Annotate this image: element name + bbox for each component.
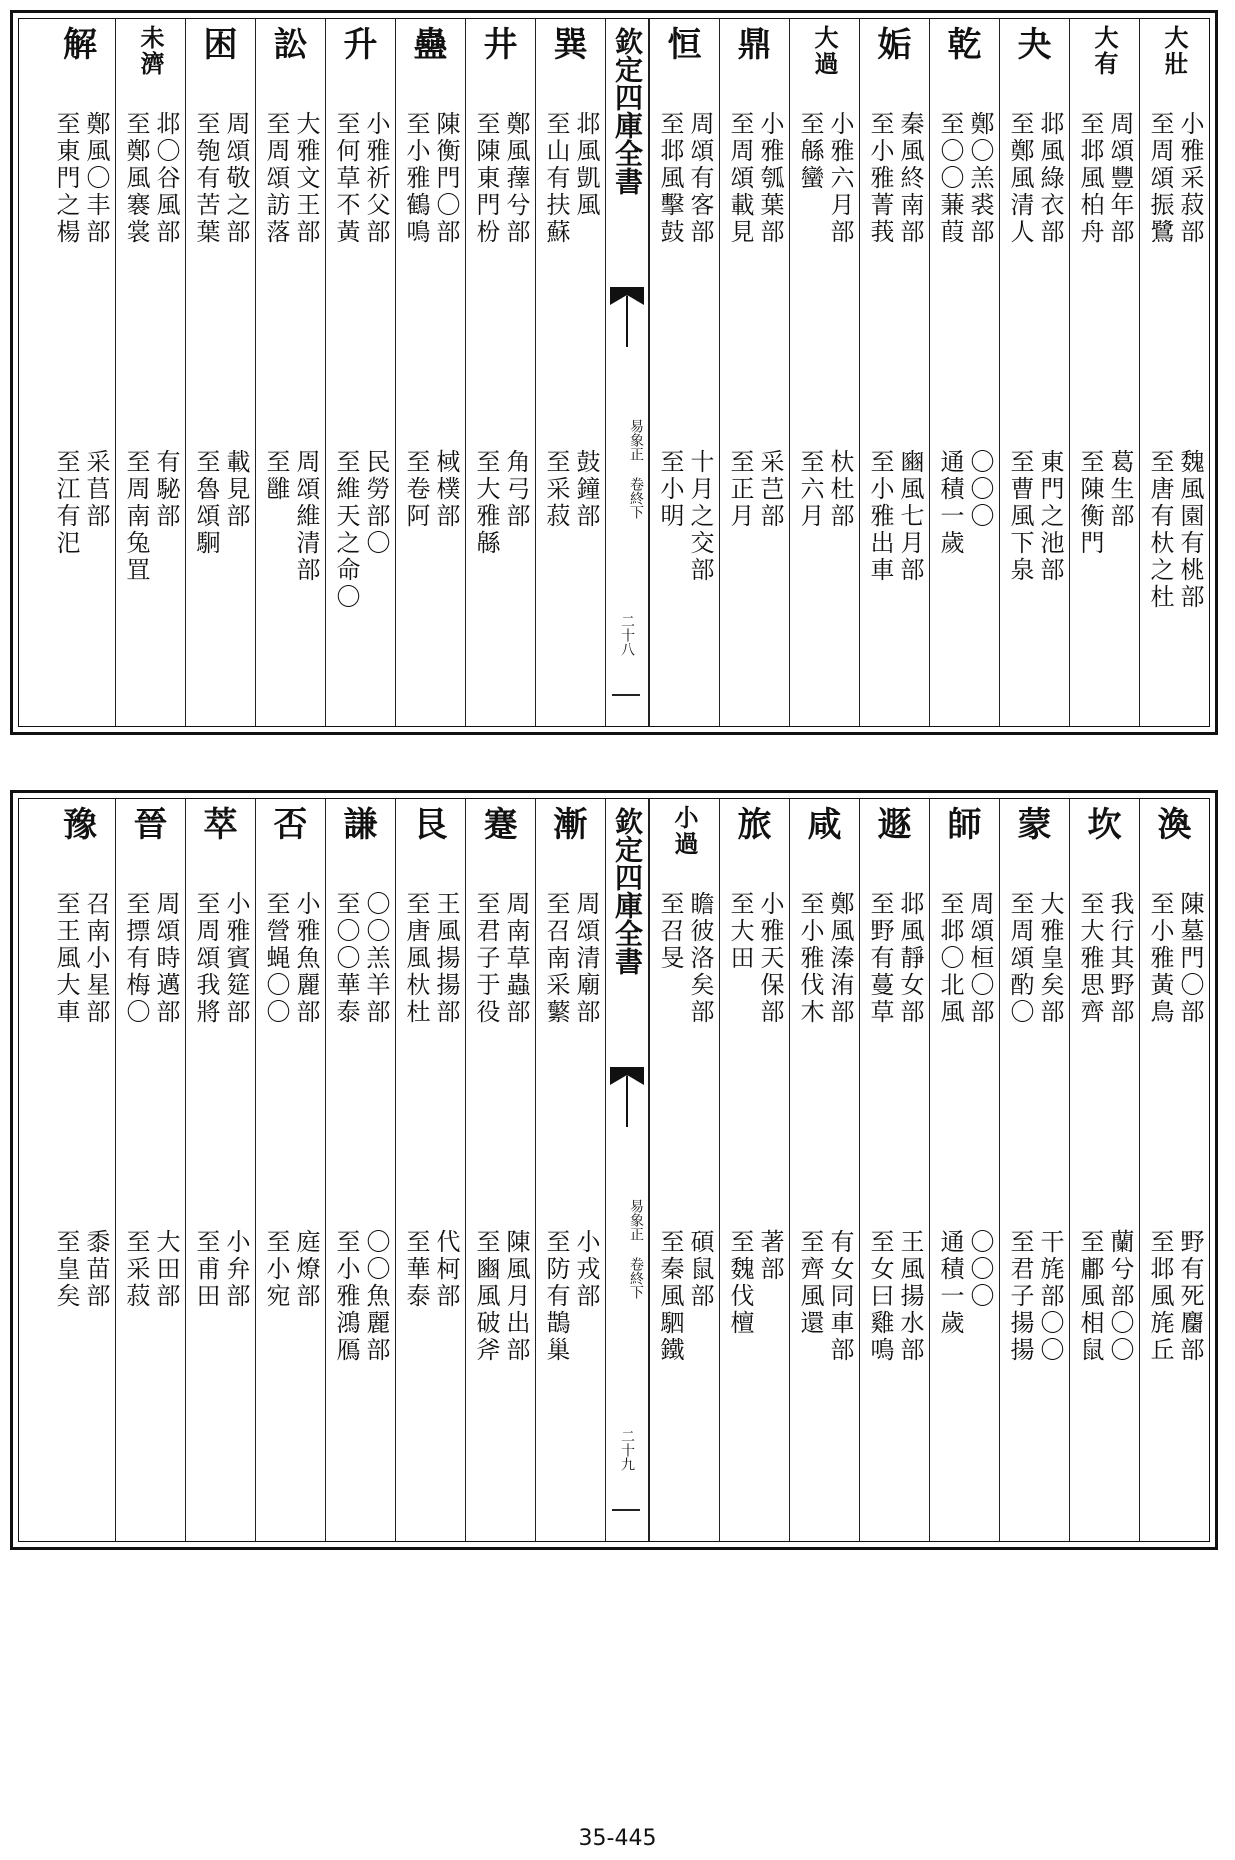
verse-range-end: 至君子揚揚 bbox=[1006, 1229, 1034, 1364]
verse-range-end: 至召旻 bbox=[656, 891, 684, 972]
fold-mark bbox=[612, 694, 640, 696]
verse-range-start: 杕杜部 bbox=[826, 449, 854, 530]
verse-range-start: 庭燎部 bbox=[292, 1229, 320, 1310]
verse-range-start: 〇〇〇 bbox=[966, 449, 994, 530]
entry-column bbox=[1069, 799, 1139, 1541]
hexagram-title: 姤 bbox=[877, 25, 912, 65]
verse-range-start: 周頌維清部 bbox=[292, 449, 320, 584]
verse-range-end: 至正月 bbox=[726, 449, 754, 530]
verse-range-end: 至邶風擊鼓 bbox=[656, 111, 684, 246]
verse-range-start: 王風揚水部 bbox=[896, 1229, 924, 1364]
entry-column bbox=[535, 19, 605, 726]
verse-range-start: 有駜部 bbox=[152, 449, 180, 530]
hexagram-title: 訟 bbox=[273, 25, 308, 65]
entry-column bbox=[649, 19, 719, 726]
verse-range-end: 至大雅思齊 bbox=[1076, 891, 1104, 1026]
entry-column bbox=[45, 19, 115, 726]
verse-range-start: 葛生部 bbox=[1106, 449, 1134, 530]
verse-range-start: 鼓鐘部 bbox=[572, 449, 600, 530]
verse-range-end: 至魏伐檀 bbox=[726, 1229, 754, 1337]
verse-range-start: 周頌敬之部 bbox=[222, 111, 250, 246]
verse-range-start: 角弓部 bbox=[502, 449, 530, 530]
spine-title: 欽定四庫全書 bbox=[611, 27, 644, 195]
hexagram-title: 未濟 bbox=[136, 25, 165, 77]
entry-column bbox=[999, 19, 1069, 726]
verse-range-end: 至君子于役 bbox=[472, 891, 500, 1026]
verse-range-end: 至小雅鶴鳴 bbox=[402, 111, 430, 246]
lower-page-panel bbox=[10, 790, 1218, 1550]
spine-page-number: 二十八 bbox=[619, 614, 635, 656]
verse-range-end: 至召南采蘩 bbox=[542, 891, 570, 1026]
hexagram-title: 夬 bbox=[1017, 25, 1052, 65]
hexagram-title: 晉 bbox=[133, 805, 168, 845]
entry-column bbox=[45, 799, 115, 1541]
verse-range-start: 小雅瓠葉部 bbox=[756, 111, 784, 246]
verse-range-end: 至甫田 bbox=[192, 1229, 220, 1310]
entry-column bbox=[789, 799, 859, 1541]
hexagram-title: 乾 bbox=[947, 25, 982, 65]
verse-range-end: 通積一歲 bbox=[936, 1229, 964, 1337]
verse-range-end: 至小雅菁莪 bbox=[866, 111, 894, 246]
entry-column bbox=[859, 19, 929, 726]
verse-range-end: 至小雅伐木 bbox=[796, 891, 824, 1026]
verse-range-start: 鄭風溱洧部 bbox=[826, 891, 854, 1026]
verse-range-start: 民勞部〇 bbox=[362, 449, 390, 557]
verse-range-end: 至小雅鴻鴈 bbox=[332, 1229, 360, 1364]
hexagram-title: 升 bbox=[343, 25, 378, 65]
entry-column bbox=[929, 19, 999, 726]
verse-range-end: 至防有鵲巢 bbox=[542, 1229, 570, 1364]
verse-range-start: 〇〇魚麗部 bbox=[362, 1229, 390, 1364]
entry-column bbox=[115, 799, 185, 1541]
verse-range-end: 至陳衡門 bbox=[1076, 449, 1104, 557]
verse-range-start: 黍苗部 bbox=[82, 1229, 110, 1310]
hexagram-title: 漸 bbox=[553, 805, 588, 845]
entry-column bbox=[325, 799, 395, 1541]
verse-range-end: 至何草不黃 bbox=[332, 111, 360, 246]
hexagram-title: 小過 bbox=[670, 805, 699, 857]
verse-range-end: 至唐有杕之杜 bbox=[1146, 449, 1174, 611]
verse-range-end: 通積一歲 bbox=[936, 449, 964, 557]
verse-range-end: 至采菽 bbox=[542, 449, 570, 530]
hexagram-title: 大過 bbox=[810, 25, 839, 77]
verse-range-start: 采苢部 bbox=[82, 449, 110, 530]
verse-range-end: 至小雅黃鳥 bbox=[1146, 891, 1174, 1026]
verse-range-end: 至野有蔓草 bbox=[866, 891, 894, 1026]
verse-range-start: 干旄部〇〇 bbox=[1036, 1229, 1064, 1364]
verse-range-start: 東門之池部 bbox=[1036, 449, 1064, 584]
verse-range-start: 大雅文王部 bbox=[292, 111, 320, 246]
entry-column bbox=[325, 19, 395, 726]
verse-range-start: 小戎部 bbox=[572, 1229, 600, 1310]
hexagram-title: 坎 bbox=[1087, 805, 1122, 845]
book-spine bbox=[605, 19, 649, 726]
hexagram-title: 渙 bbox=[1157, 805, 1192, 845]
verse-range-end: 至邶〇北風 bbox=[936, 891, 964, 1026]
hexagram-title: 艮 bbox=[413, 805, 448, 845]
verse-range-end: 至摽有梅〇 bbox=[122, 891, 150, 1026]
verse-range-start: 邶〇谷風部 bbox=[152, 111, 180, 246]
verse-range-start: 小雅采菽部 bbox=[1176, 111, 1204, 246]
verse-range-end: 至〇〇華泰 bbox=[332, 891, 360, 1026]
verse-range-start: 代柯部 bbox=[432, 1229, 460, 1310]
verse-range-end: 至周頌酌〇 bbox=[1006, 891, 1034, 1026]
verse-range-start: 小雅天保部 bbox=[756, 891, 784, 1026]
verse-range-start: 著部 bbox=[756, 1229, 784, 1283]
hexagram-title: 蒙 bbox=[1017, 805, 1052, 845]
verse-range-start: 邶風凱風 bbox=[572, 111, 600, 219]
hexagram-title: 大壯 bbox=[1160, 25, 1189, 77]
verse-range-end: 至六月 bbox=[796, 449, 824, 530]
spine-title: 欽定四庫全書 bbox=[611, 807, 644, 975]
verse-range-start: 邶風靜女部 bbox=[896, 891, 924, 1026]
hexagram-title: 否 bbox=[273, 805, 308, 845]
hexagram-title: 困 bbox=[203, 25, 238, 65]
verse-range-start: 周頌豐年部 bbox=[1106, 111, 1134, 246]
fishtail-mark-icon bbox=[610, 287, 644, 351]
verse-range-start: 有女同車部 bbox=[826, 1229, 854, 1364]
verse-range-end: 至魯頌駉 bbox=[192, 449, 220, 557]
fold-mark bbox=[612, 1509, 640, 1511]
verse-range-end: 至營蝇〇〇 bbox=[262, 891, 290, 1026]
hexagram-title: 遯 bbox=[877, 805, 912, 845]
verse-range-end: 至采菽 bbox=[122, 1229, 150, 1310]
verse-range-start: 碩鼠部 bbox=[686, 1229, 714, 1310]
verse-range-start: 王風揚揚部 bbox=[432, 891, 460, 1026]
verse-range-end: 至鄭風褰裳 bbox=[122, 111, 150, 246]
verse-range-end: 至江有汜 bbox=[52, 449, 80, 557]
entry-column bbox=[115, 19, 185, 726]
verse-range-start: 野有死麕部 bbox=[1176, 1229, 1204, 1364]
verse-range-end: 至山有扶蘇 bbox=[542, 111, 570, 246]
verse-range-end: 至唐風杕杜 bbox=[402, 891, 430, 1026]
verse-range-start: 魏風園有桃部 bbox=[1176, 449, 1204, 611]
verse-range-end: 至周頌載見 bbox=[726, 111, 754, 246]
verse-range-start: 〇〇羔羊部 bbox=[362, 891, 390, 1026]
verse-range-start: 陳風月出部 bbox=[502, 1229, 530, 1364]
verse-range-start: 周頌桓〇部 bbox=[966, 891, 994, 1026]
verse-range-end: 至雝 bbox=[262, 449, 290, 503]
entry-column bbox=[185, 799, 255, 1541]
hexagram-title: 大有 bbox=[1090, 25, 1119, 77]
verse-range-start: 蘭兮部〇〇 bbox=[1106, 1229, 1134, 1364]
verse-range-start: 我行其野部 bbox=[1106, 891, 1134, 1026]
hexagram-title: 井 bbox=[483, 25, 518, 65]
hexagram-title: 旅 bbox=[737, 805, 772, 845]
hexagram-title: 師 bbox=[947, 805, 982, 845]
spine-page-number: 二十九 bbox=[619, 1429, 635, 1471]
hexagram-title: 蠱 bbox=[413, 25, 448, 65]
lower-columns bbox=[18, 798, 1210, 1542]
verse-range-start: 周頌時邁部 bbox=[152, 891, 180, 1026]
verse-range-start: 小雅賓筵部 bbox=[222, 891, 250, 1026]
verse-range-start: 秦風終南部 bbox=[896, 111, 924, 246]
entry-column bbox=[1139, 799, 1209, 1541]
verse-range-start: 棫樸部 bbox=[432, 449, 460, 530]
verse-range-end: 至周頌我將 bbox=[192, 891, 220, 1026]
verse-range-end: 至秦風駟鐵 bbox=[656, 1229, 684, 1364]
upper-columns bbox=[18, 18, 1210, 727]
hexagram-title: 蹇 bbox=[483, 805, 518, 845]
page-number: 35-445 bbox=[578, 1826, 657, 1851]
verse-range-start: 鄭〇羔裘部 bbox=[966, 111, 994, 246]
verse-range-end: 至周頌振鷺 bbox=[1146, 111, 1174, 246]
verse-range-end: 至匏有苦葉 bbox=[192, 111, 220, 246]
verse-range-end: 至華泰 bbox=[402, 1229, 430, 1310]
fishtail-mark-icon bbox=[610, 1067, 644, 1131]
entry-column bbox=[255, 19, 325, 726]
hexagram-title: 恒 bbox=[667, 25, 702, 65]
verse-range-end: 至女曰雞鳴 bbox=[866, 1229, 894, 1364]
entry-column bbox=[535, 799, 605, 1541]
verse-range-end: 至齊風還 bbox=[796, 1229, 824, 1337]
verse-range-end: 至〇〇蒹葭 bbox=[936, 111, 964, 246]
verse-range-end: 至周南兔罝 bbox=[122, 449, 150, 584]
verse-range-start: 大雅皇矣部 bbox=[1036, 891, 1064, 1026]
verse-range-start: 載見部 bbox=[222, 449, 250, 530]
entry-column bbox=[789, 19, 859, 726]
verse-range-end: 至皇矣 bbox=[52, 1229, 80, 1310]
hexagram-title: 咸 bbox=[807, 805, 842, 845]
entry-column bbox=[929, 799, 999, 1541]
verse-range-end: 至小雅出車 bbox=[866, 449, 894, 584]
verse-range-start: 大田部 bbox=[152, 1229, 180, 1310]
entry-column bbox=[1069, 19, 1139, 726]
verse-range-start: 陳墓門〇部 bbox=[1176, 891, 1204, 1026]
entry-column bbox=[649, 799, 719, 1541]
verse-range-end: 至周頌訪落 bbox=[262, 111, 290, 246]
verse-range-start: 小雅魚麗部 bbox=[292, 891, 320, 1026]
hexagram-title: 萃 bbox=[203, 805, 238, 845]
verse-range-end: 至大雅緜 bbox=[472, 449, 500, 557]
upper-page-panel bbox=[10, 10, 1218, 735]
entry-column bbox=[255, 799, 325, 1541]
verse-range-end: 至小明 bbox=[656, 449, 684, 530]
verse-range-start: 周頌有客部 bbox=[686, 111, 714, 246]
verse-range-start: 鄭風〇丰部 bbox=[82, 111, 110, 246]
verse-range-start: 〇〇〇 bbox=[966, 1229, 994, 1310]
spine-note: 易象正 卷終下 bbox=[628, 419, 644, 519]
verse-range-end: 至曹風下泉 bbox=[1006, 449, 1034, 584]
book-spine bbox=[605, 799, 649, 1541]
entry-column bbox=[719, 19, 789, 726]
verse-range-end: 至鄘風相鼠 bbox=[1076, 1229, 1104, 1364]
verse-range-end: 至豳風破斧 bbox=[472, 1229, 500, 1364]
hexagram-title: 謙 bbox=[343, 805, 378, 845]
spine-note: 易象正 卷終下 bbox=[628, 1199, 644, 1299]
verse-range-end: 至王風大車 bbox=[52, 891, 80, 1026]
verse-range-end: 至緜蠻 bbox=[796, 111, 824, 192]
hexagram-title: 巽 bbox=[553, 25, 588, 65]
verse-range-start: 周頌清廟部 bbox=[572, 891, 600, 1026]
verse-range-end: 至邶風旄丘 bbox=[1146, 1229, 1174, 1364]
verse-range-start: 瞻彼洛矣部 bbox=[686, 891, 714, 1026]
verse-range-end: 至小宛 bbox=[262, 1229, 290, 1310]
verse-range-end: 至邶風柏舟 bbox=[1076, 111, 1104, 246]
verse-range-start: 鄭風蘀兮部 bbox=[502, 111, 530, 246]
verse-range-start: 小雅六月部 bbox=[826, 111, 854, 246]
entry-column bbox=[395, 19, 465, 726]
verse-range-start: 小弁部 bbox=[222, 1229, 250, 1310]
verse-range-start: 周南草蟲部 bbox=[502, 891, 530, 1026]
verse-range-end: 至東門之楊 bbox=[52, 111, 80, 246]
verse-range-end: 至鄭風清人 bbox=[1006, 111, 1034, 246]
entry-column bbox=[859, 799, 929, 1541]
entry-column bbox=[465, 19, 535, 726]
verse-range-end: 至維天之命〇 bbox=[332, 449, 360, 611]
verse-range-start: 十月之交部 bbox=[686, 449, 714, 584]
verse-range-start: 豳風七月部 bbox=[896, 449, 924, 584]
verse-range-start: 采芑部 bbox=[756, 449, 784, 530]
verse-range-end: 至陳東門枌 bbox=[472, 111, 500, 246]
verse-range-start: 邶風綠衣部 bbox=[1036, 111, 1064, 246]
verse-range-start: 陳衡門〇部 bbox=[432, 111, 460, 246]
hexagram-title: 解 bbox=[63, 25, 97, 65]
hexagram-title: 豫 bbox=[63, 805, 97, 845]
verse-range-end: 至大田 bbox=[726, 891, 754, 972]
entry-column bbox=[395, 799, 465, 1541]
entry-column bbox=[1139, 19, 1209, 726]
entry-column bbox=[719, 799, 789, 1541]
entry-column bbox=[185, 19, 255, 726]
verse-range-end: 至卷阿 bbox=[402, 449, 430, 530]
entry-column bbox=[465, 799, 535, 1541]
verse-range-start: 小雅祈父部 bbox=[362, 111, 390, 246]
verse-range-start: 召南小星部 bbox=[82, 891, 110, 1026]
hexagram-title: 鼎 bbox=[737, 25, 772, 65]
entry-column bbox=[999, 799, 1069, 1541]
